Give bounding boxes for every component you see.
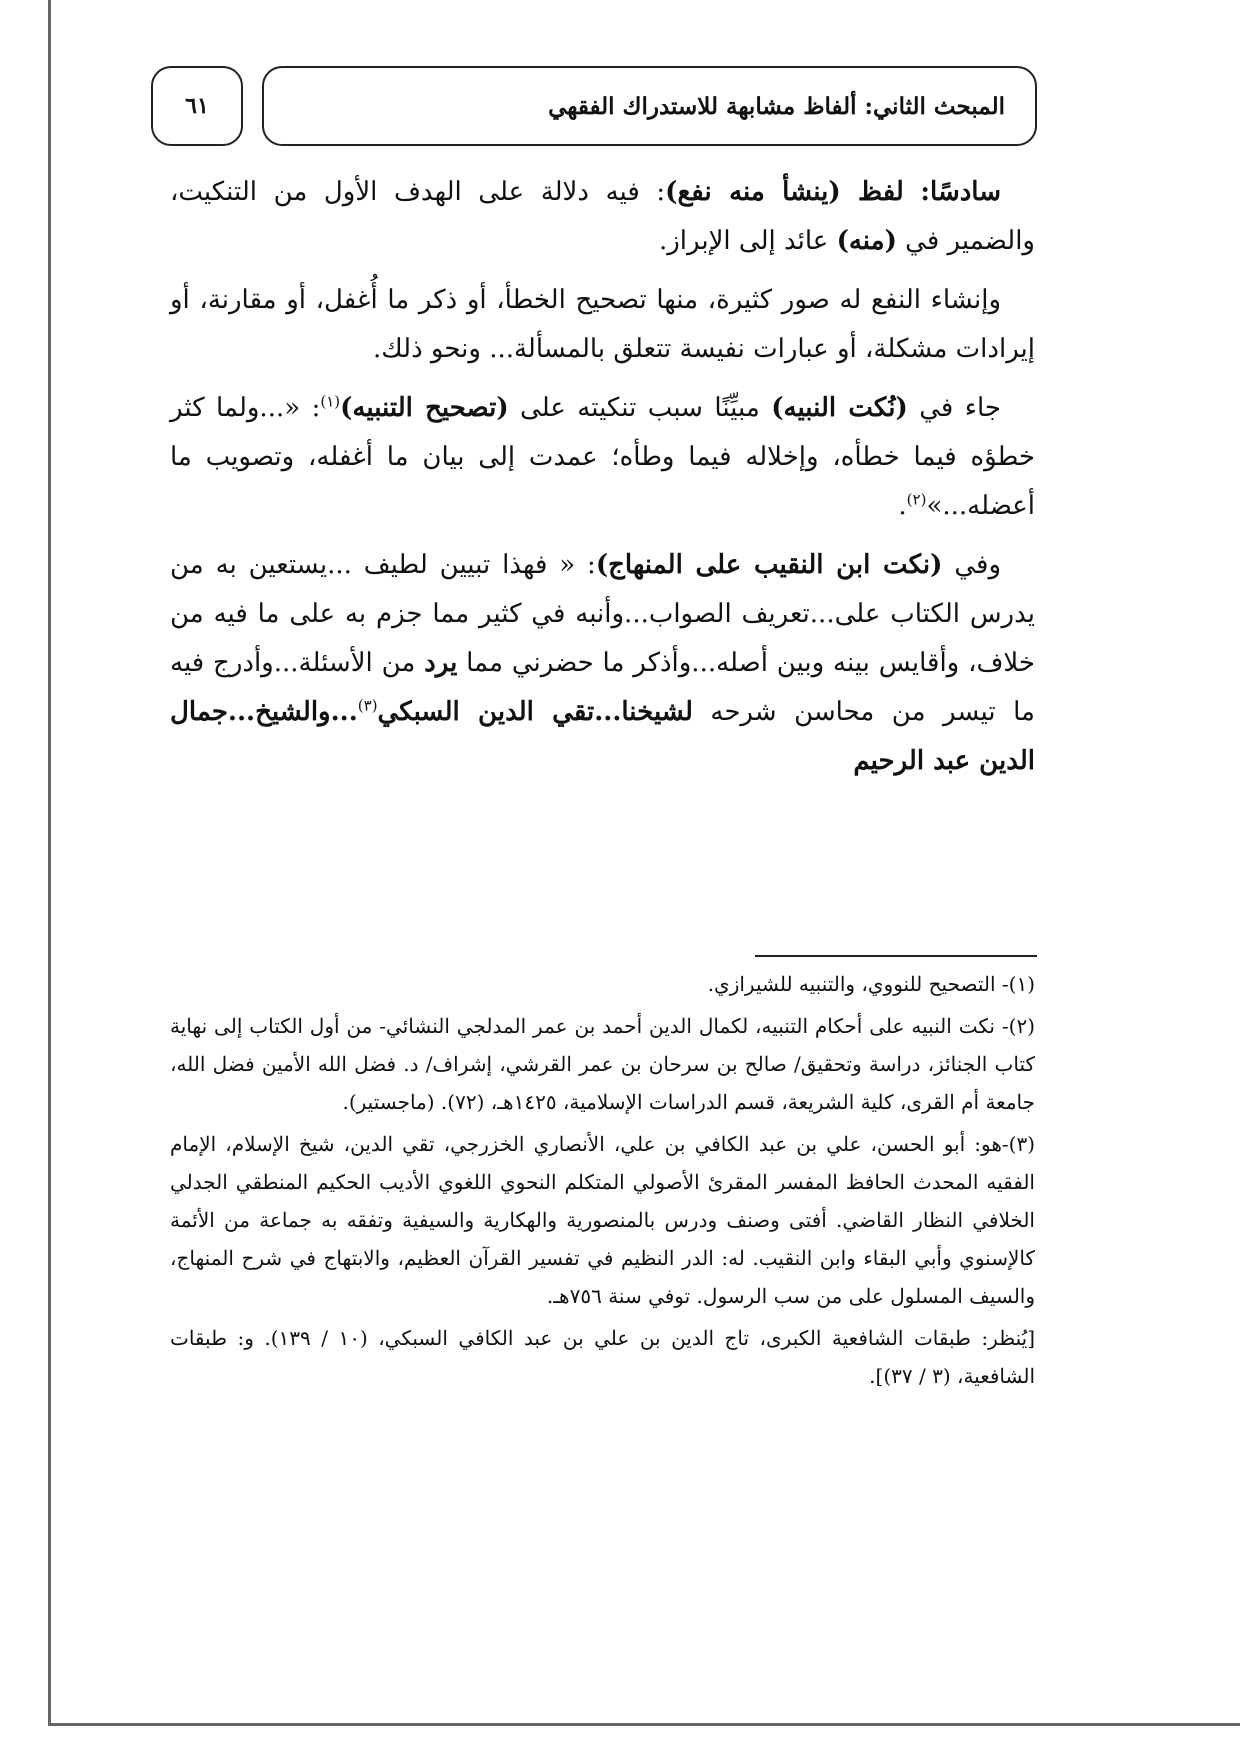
p3-book2: (تصحيح التنبيه) <box>340 393 509 423</box>
p3-text2: مبيِّنًا سبب تنكيته على <box>508 393 772 423</box>
p4-bold1: لشيخنا...تقي الدين السبكي <box>377 697 693 727</box>
p1-text2: عائد إلى الإبراز. <box>658 226 837 256</box>
footnote-3: (٣)-هو: أبو الحسن، علي بن عبد الكافي بن علي، الأنصاري الخزرجي، تقي الدين، شيخ الإسلام، الإمام الفقيه المحدث الحافظ المفسر المقرئ الأصولي المتكلم النحوي اللغوي الأديب الحكيم المنطقي الجدلي الخلافي النظار القاضي. أفتى وصنف ودرس بالمنصورية والهكارية والسيفية وتفقه به جماعة من الأئمة كالإسنوي وأبي البقاء وابن النقيب. له: الدر النظيم في تفسير القرآن العظيم، والابتهاج في شرح المنهاج، والسيف المسلول على من سب الرسول. توفي سنة ٧٥٦هـ. <box>170 1132 1035 1308</box>
p1-term: لفظ (ينشأ منه نفع) <box>665 177 904 207</box>
footnotes <box>170 965 1035 1399</box>
p4-text1: وفي <box>942 550 1001 580</box>
paragraph-2: وإنشاء النفع له صور كثيرة، منها تصحيح الخطأ، أو ذكر ما أُغفل، أو مقارنة، أو إيرادات مشكلة، أو عبارات نفيسة تتعلق بالمسألة... ونحو ذلك. <box>170 285 1035 364</box>
footnote-2: (٢)- نكت النبيه على أحكام التنبيه، لكمال الدين أحمد بن عمر المدلجي النشائي- من أول الكتاب إلى نهاية كتاب الجنائز، دراسة وتحقيق/ صالح بن سرحان بن عمر القرشي، إشراف/ د. فضل الله الأمين فضل الله، جامعة أم القرى، كلية الشريعة، قسم الدراسات الإسلامية، ١٤٢٥هـ، (٧٢). (ماجستير). <box>170 1014 1035 1114</box>
p3-text1: جاء في <box>907 393 1001 423</box>
header-title: المبحث الثاني: ألفاظ مشابهة للاستدراك الفقهي <box>548 92 1005 120</box>
p4-text2: : « فهذا تبيين لطيف ...يستعين به من يدرس الكتاب على...تعريف الصواب...وأنبه في كثير مما جزم به على ما فيه من خلاف، وأقايس بينه وبين أصله...وأذكر ما حضرني مما <box>170 550 1035 678</box>
footnote-ref-1: (١) <box>320 392 341 411</box>
paragraph-4 <box>170 541 1035 786</box>
p4-text3: من الأسئلة...وأدرج فيه ما تيسر من محاسن شرحه <box>170 648 1035 727</box>
footnote-ref-3: (٣) <box>357 696 378 715</box>
p3-book1: (نُكت النبيه) <box>771 393 908 423</box>
main-text <box>170 168 1035 796</box>
footnote-3-source: [يُنظر: طبقات الشافعية الكبرى، تاج الدين بن علي بن عبد الكافي السبكي، (١٠ / ١٣٩). و: طبقات الشافعية، (٣ / ٣٧)]. <box>170 1326 1035 1388</box>
paragraph-1 <box>170 168 1035 266</box>
footnote-ref-2: (٢) <box>906 490 927 509</box>
p3-text4: . <box>898 491 907 521</box>
page-number: ٦١ <box>185 93 209 119</box>
p4-yarid: يرد <box>424 648 458 678</box>
page-number-box <box>151 66 243 146</box>
p1-text1: : فيه دلالة على الهدف الأول من التنكيت، والضمير في <box>170 177 1035 256</box>
running-header-title <box>262 66 1037 146</box>
p1-lead: سادسًا: <box>920 177 1002 207</box>
p1-term2: (منه) <box>836 226 897 256</box>
paragraph-3 <box>170 384 1035 531</box>
footnote-1: (١)- التصحيح للنووي، والتنبيه للشيرازي. <box>707 972 1035 996</box>
footnote-divider <box>755 955 1037 957</box>
p4-book: (نكت ابن النقيب على المنهاج) <box>595 550 943 580</box>
p4-bold2: ...والشيخ...جمال الدين عبد الرحيم <box>170 697 1035 776</box>
p3-text3: : «...ولما كثر خطؤه فيما خطأه، وإخلاله فيما وطأه؛ عمدت إلى بيان ما أغفله، وتصويب ما أعضله...» <box>170 393 1035 521</box>
